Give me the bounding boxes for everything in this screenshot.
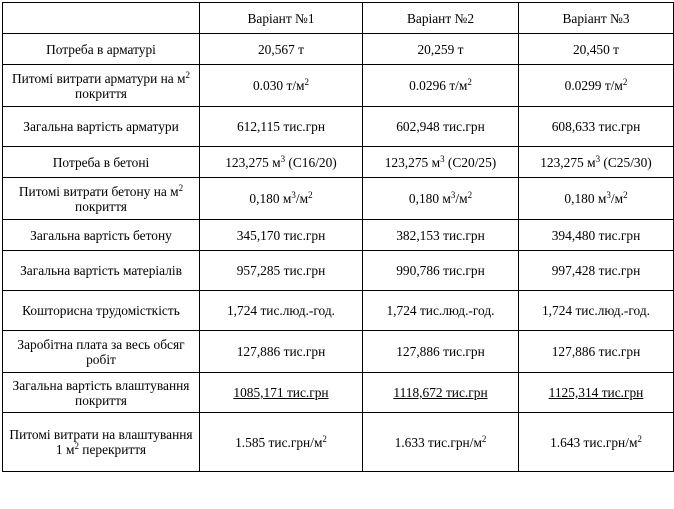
row-label-cell (3, 34, 200, 65)
table-row (3, 220, 674, 251)
cell-text: Загальна вартість влаштування покриття (12, 377, 190, 408)
value-cell-variant-1 (200, 220, 363, 251)
value-cell-variant-3 (519, 34, 674, 65)
superscript-text: 2 (308, 190, 313, 200)
value-cell-variant-2 (363, 291, 519, 331)
cell-text: 0.030 т/м (252, 78, 305, 93)
cell-text: Загальна вартість арматури (23, 119, 179, 134)
value-cell-variant-1 (200, 34, 363, 65)
cell-text: Загальна вартість матеріалів (20, 263, 182, 278)
value-cell-variant-1 (200, 331, 363, 373)
superscript-text: 2 (185, 69, 191, 80)
cell-text: 123,275 м (225, 154, 281, 170)
cell-text: 1.633 тис.грн/м (394, 434, 482, 450)
cell-text: Питомі витрати арматури на м (11, 70, 186, 86)
cell-text: 1125,314 тис.грн (548, 385, 644, 400)
header-corner-cell (3, 3, 200, 34)
row-label-cell (3, 373, 200, 413)
table-row (3, 331, 674, 373)
cell-text: 0,180 м (408, 191, 451, 206)
value-cell-variant-2 (363, 220, 519, 251)
cell-text: покриття (75, 85, 127, 101)
cell-text: 957,285 тис.грн (236, 263, 326, 278)
value-cell-variant-1 (200, 291, 363, 331)
superscript-text: 3 (280, 153, 286, 164)
cell-text: Потреба в бетоні (52, 154, 150, 170)
superscript-text: 2 (622, 77, 628, 87)
header-variant-3: Варіант №3 (519, 3, 674, 34)
value-cell-variant-2 (363, 147, 519, 178)
cell-text: 20,567 т (257, 41, 305, 57)
value-cell-variant-2 (363, 107, 519, 147)
value-cell-variant-3 (519, 373, 674, 413)
value-cell-variant-2 (363, 65, 519, 107)
table-row (3, 65, 674, 107)
cell-text: 0,180 м (564, 191, 607, 206)
table-row (3, 178, 674, 220)
row-label-cell (3, 291, 200, 331)
cell-text: 1,724 тис.люд.-год. (541, 303, 651, 318)
cell-text: 0,180 м (249, 191, 292, 206)
cell-text: 990,786 тис.грн (396, 263, 485, 278)
cell-text: 602,948 тис.грн (396, 119, 485, 134)
value-cell-variant-3 (519, 147, 674, 178)
value-cell-variant-3 (519, 413, 674, 472)
table-row (3, 147, 674, 178)
superscript-text: 2 (74, 441, 79, 451)
cell-text: 608,633 тис.грн (551, 119, 641, 134)
superscript-text: 3 (595, 153, 601, 164)
cell-text: /м (610, 191, 624, 206)
header-variant-1: Варіант №1 (200, 3, 363, 34)
cell-text: 123,275 м (540, 154, 596, 170)
value-cell-variant-2 (363, 34, 519, 65)
cell-text: 127,886 тис.грн (396, 344, 485, 359)
value-cell-variant-1 (200, 251, 363, 291)
value-cell-variant-2 (363, 251, 519, 291)
row-label-cell (3, 178, 200, 220)
cell-text: перекриття (78, 442, 147, 457)
cell-text: Кошторисна трудомісткість (22, 303, 180, 318)
superscript-text: 2 (481, 433, 487, 444)
superscript-text: 3 (440, 153, 445, 164)
table-row (3, 251, 674, 291)
cell-text: 0.0296 т/м (409, 78, 468, 93)
value-cell-variant-3 (519, 178, 674, 220)
cell-text: 382,153 тис.грн (396, 227, 485, 243)
cell-text: /м (455, 191, 468, 206)
cell-text: 345,170 тис.грн (236, 227, 326, 243)
cell-text: 127,886 тис.грн (236, 344, 326, 359)
row-label-cell (3, 331, 200, 373)
table-row (3, 373, 674, 413)
table-row (3, 34, 674, 65)
superscript-text: 2 (467, 190, 473, 200)
cell-text: 0.0299 т/м (564, 78, 623, 93)
cell-text: (С25/30) (600, 154, 652, 170)
row-label-cell (3, 251, 200, 291)
cell-text: 1.643 тис.грн/м (550, 434, 638, 450)
superscript-text: 3 (450, 190, 456, 200)
cell-text: 1118,672 тис.грн (393, 385, 488, 400)
superscript-text: 2 (178, 182, 184, 193)
table-row (3, 413, 674, 472)
superscript-text: 3 (291, 190, 296, 200)
value-cell-variant-3 (519, 331, 674, 373)
table-row (3, 107, 674, 147)
cell-text: Питомі витрати на влаштування 1 м (9, 427, 193, 457)
table-row (3, 291, 674, 331)
value-cell-variant-3 (519, 65, 674, 107)
cell-text: 997,428 тис.грн (551, 263, 641, 278)
cell-text: 1085,171 тис.грн (233, 385, 329, 400)
value-cell-variant-1 (200, 373, 363, 413)
row-label-cell (3, 220, 200, 251)
cell-text: 394,480 тис.грн (551, 227, 641, 243)
cell-text: Потреба в арматурі (46, 41, 156, 57)
comparison-table (2, 2, 674, 472)
value-cell-variant-3 (519, 291, 674, 331)
cell-text: 127,886 тис.грн (551, 344, 641, 359)
value-cell-variant-2 (363, 178, 519, 220)
row-label-cell (3, 413, 200, 472)
superscript-text: 2 (304, 77, 310, 87)
cell-text: (С20/25) (444, 154, 497, 170)
superscript-text: 2 (322, 433, 327, 444)
row-label-cell (3, 65, 200, 107)
value-cell-variant-2 (363, 413, 519, 472)
cell-text: Загальна вартість бетону (30, 227, 172, 243)
row-label-cell (3, 147, 200, 178)
value-cell-variant-1 (200, 107, 363, 147)
cell-text: 123,275 м (384, 154, 441, 170)
cell-text: 1.585 тис.грн/м (235, 434, 323, 450)
value-cell-variant-1 (200, 65, 363, 107)
cell-text: Заробітна плата за весь обсяг робіт (17, 336, 185, 367)
superscript-text: 2 (623, 190, 628, 200)
value-cell-variant-1 (200, 147, 363, 178)
superscript-text: 2 (637, 433, 642, 444)
superscript-text: 3 (606, 190, 611, 200)
cell-text: 20,259 т (417, 41, 464, 57)
row-label-cell (3, 107, 200, 147)
cell-text: 20,450 т (572, 41, 620, 57)
value-cell-variant-2 (363, 331, 519, 373)
cell-text: 612,115 тис.грн (236, 119, 326, 134)
value-cell-variant-3 (519, 251, 674, 291)
cell-text: 1,724 тис.люд.-год. (386, 303, 495, 318)
superscript-text: 2 (467, 77, 472, 87)
cell-text: покриття (75, 198, 127, 214)
header-row (3, 3, 674, 34)
header-variant-2: Варіант №2 (363, 3, 519, 34)
cell-text: Питомі витрати бетону на м (18, 183, 179, 199)
value-cell-variant-1 (200, 413, 363, 472)
cell-text: 1,724 тис.люд.-год. (226, 303, 336, 318)
value-cell-variant-2 (363, 373, 519, 413)
value-cell-variant-1 (200, 178, 363, 220)
value-cell-variant-3 (519, 220, 674, 251)
cell-text: /м (295, 191, 309, 206)
cell-text: (С16/20) (285, 154, 337, 170)
value-cell-variant-3 (519, 107, 674, 147)
